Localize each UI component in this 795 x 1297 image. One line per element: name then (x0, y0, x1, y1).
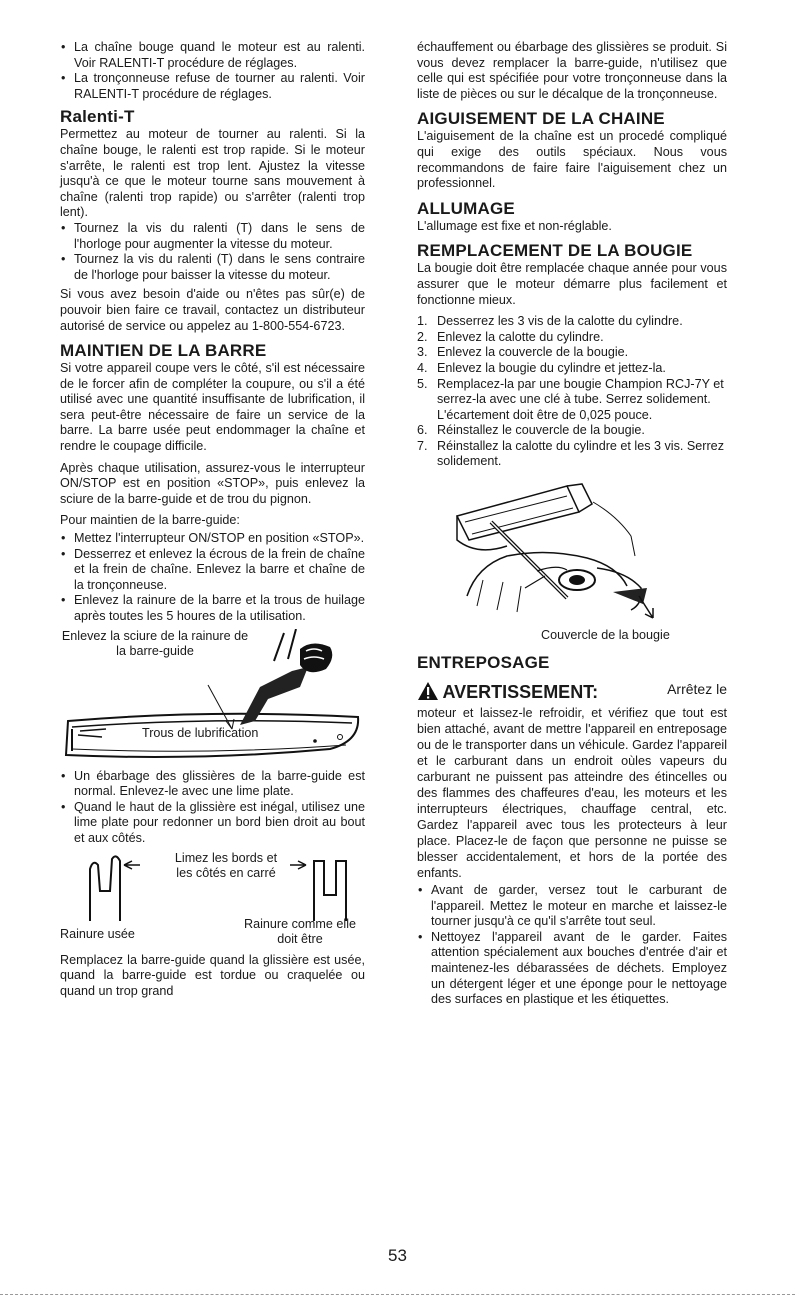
storage-bullets (417, 883, 727, 1008)
barre-paragraph-3: Pour maintien de la barre-guide: (60, 513, 240, 528)
list-item (417, 377, 727, 424)
page-number: 53 (388, 1246, 407, 1265)
barre-bullets (60, 531, 365, 625)
step-number: 5. (417, 376, 428, 391)
ralenti-paragraph-2: Si vous avez besoin d'aide ou n'êtes pas sûr(e) de pouvoir bien faire ce travail, contactez un distributeur autorisé de service ou appelez au 1-800-554-6723. (60, 287, 365, 333)
list-item: • Desserrez et enlevez la écrous de la frein de chaîne et la frein de chaîne. Enlevez la barre et chaîne de la tronçonneuse. (60, 547, 365, 594)
list-item: • La chaîne bouge quand le moteur est au ralenti. Voir RALENTI-T procédure de réglages. (60, 40, 365, 71)
heading-maintien-barre: MAINTIEN DE LA BARRE (60, 341, 267, 361)
spark-plug-cover-illustration (417, 476, 727, 626)
step-number: 6. (417, 423, 428, 438)
allumage-paragraph: L'allumage est fixe et non-réglable. (417, 218, 612, 233)
step-text: Enlevez la couvercle de la bougie. (437, 345, 629, 360)
barre-bullets-2 (60, 769, 365, 847)
step-text: Réinstallez le couvercle de la bougie. (437, 423, 645, 438)
step-text: Desserrez les 3 vis de la calotte du cylindre. (437, 314, 683, 329)
list-item: • Enlevez la rainure de la barre et la trous de huilage après toutes les 5 houres de la utilisation. (60, 593, 365, 624)
list-item (417, 361, 727, 377)
step-text: Enlevez la bougie du cylindre et jettez-la. (437, 360, 666, 375)
heading-ralenti: Ralenti-T (60, 107, 135, 127)
list-item: • Tournez la vis du ralenti (T) dans le sens contraire de l'horloge pour baisser la vitesse du moteur. (60, 252, 365, 283)
step-number: 1. (417, 314, 428, 329)
list-item: • Un ébarbage des glissières de la barre-guide est normal. Enlevez-le avec une lime plate. (60, 769, 365, 800)
spark-plug-caption: Couvercle de la bougie (541, 628, 670, 643)
list-item (417, 423, 727, 439)
guide-bar-illustration (60, 629, 365, 761)
list-item: • Quand le haut de la glissière est inégal, utilisez une lime plate pour redonner un bord bien droit au bout et aux côtés. (60, 800, 365, 847)
ralenti-paragraph-1: Permettez au moteur de tourner au ralenti. Si la chaîne bouge, le ralenti est trop rapide. Si le moteur s'arrête, le ralenti est trop lent. Ajustez la vitesse jusqu'à ce que le moteur tourne sans mouvement à chaîne (ralenti trop rapide) ou s'arrêter (ralenti trop lent). (60, 127, 365, 220)
step-number: 3. (417, 345, 428, 360)
continuation-paragraph: échauffement ou ébarbage des glissières se produit. Si vous devez remplacer la barre-guide, n'utilisez que celle qui est spécifiée pour votre tronçonneuse dans la liste de pièces ou sur le décalque de la tronçonneuse. (417, 40, 727, 101)
barre-paragraph-1: Si votre appareil coupe vers le côté, s'il est nécessaire de le forcer afin de compléter la coupure, ou s'il a été utilisé avec une quantité insuffisante de lubrification, il sera peut-être nécessaire de faire un service de la barre. La barre usée peut endommager la chaîne et rendre le coupage difficile. (60, 361, 365, 454)
heading-bougie: REMPLACEMENT DE LA BOUGIE (417, 241, 693, 261)
right-column (417, 40, 727, 1012)
list-item: • Nettoyez l'appareil avant de le garder. Faites attention spécialement aux bouches d'entrée d'air et maintenez-les débarassées de déchets. Employez un détergent léger et une éponge pour le nettoyage des surfaces en plastique et les étiquettes. (417, 930, 727, 1008)
heading-allumage: ALLUMAGE (417, 198, 515, 218)
fig1-label-lubrication-holes: Trous de lubrification (142, 725, 259, 740)
fig1-caption: Enlevez la sciure de la rainure de la barre-guide (61, 628, 249, 658)
spark-plug-figure (417, 476, 727, 643)
ralenti-bullets (60, 221, 365, 283)
list-item: • La tronçonneuse refuse de tourner au ralenti. Voir RALENTI-T procédure de réglages. (60, 71, 365, 102)
barre-paragraph-4: Remplacez la barre-guide quand la glissière est usée, quand la barre-guide est tordue ou craquelée ou quand un trop grand (60, 952, 365, 998)
step-number: 7. (417, 438, 428, 453)
bar-cleaning-figure (60, 629, 365, 761)
fig2-center-label: Limez les bords et les côtés en carré (174, 850, 278, 880)
list-item: • Mettez l'interrupteur ON/STOP en position «STOP». (60, 531, 365, 547)
step-number: 4. (417, 360, 428, 375)
heading-entreposage: ENTREPOSAGE (417, 653, 550, 673)
warning-body: moteur et laissez-le refroidir, et vérifiez que tout est bien attaché, avant de mettre l'appareil en entreposage ou de le transporter dans un véhicule. Gardez l'appareil et le carburant dans un endroit oùles vapeurs du carburant ne puissent pas atteindre des étincelles ou des flammes des chaffeures d'eau, les moteurs et les interrupteurs électriques, chauffage central, etc. Gardez l'appareil avec tous les protecteurs à leur place. Placez-le de façon que personne ne puisse se blesser accidentalement, et hors de la portée des enfants. (417, 706, 727, 881)
warning-icon (417, 681, 439, 705)
list-item: • Tournez la vis du ralenti (T) dans le sens de l'horloge pour augmenter la vitesse du moteur. (60, 221, 365, 252)
warning-lead: Arrêtez le (667, 681, 727, 698)
barre-paragraph-2: Après chaque utilisation, assurez-vous le interrupteur ON/STOP est en position «STOP», puis enlevez la sciure de la barre-guide et de trou du pignon. (60, 460, 365, 506)
step-text: Enlevez la calotte du cylindre. (437, 329, 604, 344)
fig2-left-label: Rainure usée (60, 926, 135, 941)
warning-title: AVERTISSEMENT: (442, 682, 599, 703)
intro-bullets (60, 40, 365, 102)
heading-aiguisement: AIGUISEMENT DE LA CHAINE (417, 109, 665, 129)
list-item (417, 330, 727, 346)
list-item: • Avant de garder, versez tout le carburant de l'appareil. Mettez le moteur en marche et laissez-le tourner jusqu'à ce qu'il s'arrête tout seul. (417, 883, 727, 930)
fig2-right-label: Rainure comme elle doit être (244, 916, 356, 946)
step-number: 2. (417, 329, 428, 344)
left-column (60, 40, 365, 1005)
step-text: Réinstallez la calotte du cylindre et les 3 vis. Serrez solidement. (437, 438, 724, 469)
rail-filing-figure (60, 851, 365, 953)
bottom-divider (0, 1294, 795, 1295)
step-text: Remplacez-la par une bougie Champion RCJ-7Y et serrez-la avec une clé à tube. Serrez solidement. L'écartement doit être de 0,025 pouce. (437, 376, 724, 422)
storage-warning (417, 681, 727, 881)
list-item (417, 345, 727, 361)
list-item (417, 314, 727, 330)
list-item (417, 439, 727, 470)
bougie-paragraph: La bougie doit être remplacée chaque année pour vous assurer que le moteur démarre plus facilement et fonctionne mieux. (417, 261, 727, 307)
bougie-steps (417, 314, 727, 470)
aiguisement-paragraph: L'aiguisement de la chaîne est un procedé compliqué qui exige des outils spéciaux. Nous vous recommandons de faire faire l'aiguisement chez un professionnel. (417, 129, 727, 191)
